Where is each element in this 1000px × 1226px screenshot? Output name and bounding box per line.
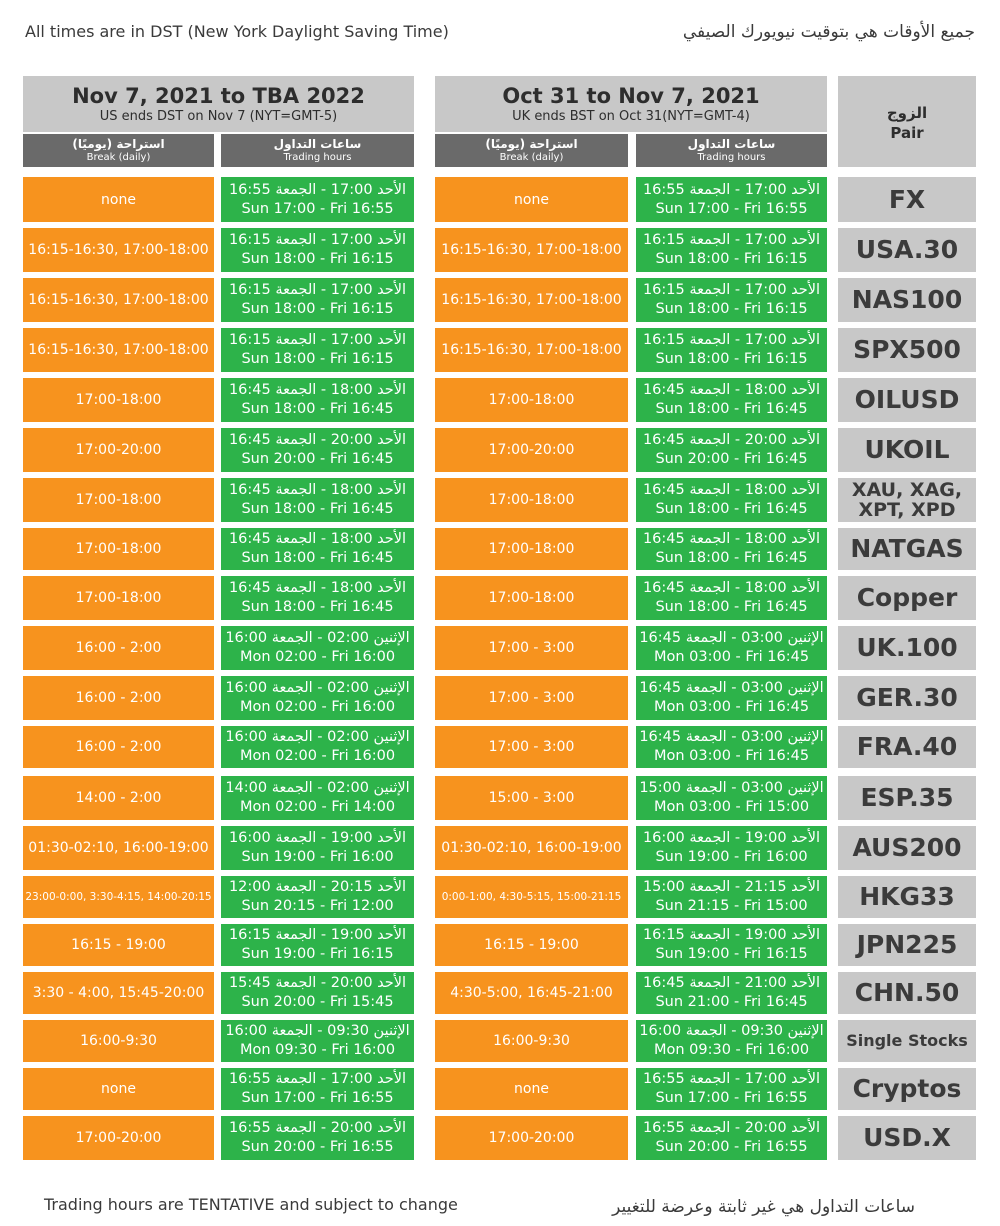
trading-english: Sun 19:00 - Fri 16:15 [655, 946, 808, 962]
trading-cell-nov [221, 726, 414, 768]
trading-cell-oct [636, 1020, 827, 1062]
trading-cell-oct [636, 528, 827, 570]
break-cell-nov: none [23, 177, 214, 222]
trading-english: Sun 21:15 - Fri 15:00 [655, 898, 808, 914]
header-trading-arabic: ساعات التداول [273, 137, 362, 151]
table-row [0, 876, 1000, 918]
trading-arabic: الأحد 20:00 - الجمعة 16:45 [228, 432, 407, 448]
trading-arabic: الأحد 18:00 - الجمعة 16:45 [642, 382, 821, 398]
header-break-arabic: استراحة (يوميًا) [485, 137, 578, 151]
table-row [0, 676, 1000, 720]
trading-cell-oct [636, 726, 827, 768]
trading-arabic: الأحد 19:00 - الجمعة 16:00 [642, 830, 821, 846]
break-cell-nov: 16:15-16:30, 17:00-18:00 [23, 278, 214, 322]
pair-cell: OILUSD [838, 378, 976, 422]
pair-cell: FRA.40 [838, 726, 976, 768]
table-row [0, 378, 1000, 422]
trading-cell-oct [636, 1068, 827, 1110]
header-pair-arabic: الزوج [886, 104, 928, 122]
header-break-nov [23, 134, 214, 167]
trading-cell-nov [221, 924, 414, 966]
trading-arabic: الإثنين 02:00 - الجمعة 14:00 [225, 780, 410, 796]
break-cell-oct: 16:15-16:30, 17:00-18:00 [435, 228, 628, 272]
trading-cell-oct [636, 972, 827, 1014]
trading-arabic: الأحد 18:00 - الجمعة 16:45 [228, 531, 407, 547]
trading-english: Sun 20:00 - Fri 16:55 [655, 1139, 808, 1155]
trading-english: Sun 18:00 - Fri 16:45 [241, 501, 394, 517]
header-period-nov [23, 76, 414, 132]
break-cell-nov: none [23, 1068, 214, 1110]
header-period-nov-subtitle: US ends DST on Nov 7 (NYT=GMT-5) [99, 109, 338, 124]
header-break-arabic: استراحة (يوميًا) [72, 137, 165, 151]
trading-english: Sun 18:00 - Fri 16:45 [655, 501, 808, 517]
trading-cell-oct [636, 826, 827, 870]
header-break-english: Break (daily) [499, 152, 564, 163]
trading-english: Sun 20:00 - Fri 16:45 [655, 451, 808, 467]
trading-cell-nov [221, 228, 414, 272]
trading-cell-oct [636, 177, 827, 222]
trading-cell-nov [221, 328, 414, 372]
trading-english: Mon 02:00 - Fri 16:00 [239, 748, 396, 764]
trading-english: Mon 02:00 - Fri 16:00 [239, 649, 396, 665]
trading-english: Sun 18:00 - Fri 16:45 [241, 599, 394, 615]
pair-cell: UK.100 [838, 626, 976, 670]
trading-english: Sun 20:00 - Fri 16:55 [241, 1139, 394, 1155]
break-cell-oct: 17:00 - 3:00 [435, 626, 628, 670]
pair-cell: FX [838, 177, 976, 222]
trading-cell-oct [636, 576, 827, 620]
trading-cell-oct [636, 228, 827, 272]
trading-arabic: الأحد 20:00 - الجمعة 16:45 [642, 432, 821, 448]
break-cell-oct: 0:00-1:00, 4:30-5:15, 15:00-21:15 [435, 876, 628, 918]
trading-english: Sun 19:00 - Fri 16:15 [241, 946, 394, 962]
trading-cell-nov [221, 576, 414, 620]
table-row [0, 972, 1000, 1014]
trading-cell-oct [636, 776, 827, 820]
pair-cell: Single Stocks [838, 1020, 976, 1062]
trading-cell-oct [636, 278, 827, 322]
table-row [0, 328, 1000, 372]
trading-english: Mon 03:00 - Fri 16:45 [653, 699, 810, 715]
trading-cell-oct [636, 1116, 827, 1160]
trading-cell-nov [221, 1068, 414, 1110]
table-row [0, 826, 1000, 870]
trading-arabic: الأحد 18:00 - الجمعة 16:45 [228, 382, 407, 398]
trading-english: Sun 20:15 - Fri 12:00 [241, 898, 394, 914]
break-cell-nov: 17:00-18:00 [23, 528, 214, 570]
break-cell-nov: 17:00-20:00 [23, 1116, 214, 1160]
break-cell-oct: 17:00-18:00 [435, 478, 628, 522]
trading-cell-nov [221, 626, 414, 670]
header-trading-oct [636, 134, 827, 167]
trading-arabic: الأحد 17:00 - الجمعة 16:15 [228, 232, 407, 248]
trading-arabic: الأحد 18:00 - الجمعة 16:45 [228, 580, 407, 596]
header-break-english: Break (daily) [86, 152, 151, 163]
table-row [0, 177, 1000, 222]
trading-cell-nov [221, 676, 414, 720]
break-cell-oct: 16:15-16:30, 17:00-18:00 [435, 328, 628, 372]
trading-english: Sun 21:00 - Fri 16:45 [655, 994, 808, 1010]
trading-arabic: الأحد 18:00 - الجمعة 16:45 [642, 531, 821, 547]
trading-arabic: الأحد 20:15 - الجمعة 12:00 [228, 879, 407, 895]
trading-arabic: الأحد 21:00 - الجمعة 16:45 [642, 975, 821, 991]
pair-cell: HKG33 [838, 876, 976, 918]
pair-cell: USD.X [838, 1116, 976, 1160]
pair-cell: XAU, XAG, XPT, XPD [838, 478, 976, 522]
trading-cell-nov [221, 776, 414, 820]
break-cell-oct: 16:15 - 19:00 [435, 924, 628, 966]
trading-arabic: الإثنين 03:00 - الجمعة 16:45 [639, 729, 824, 745]
header-pair [838, 76, 976, 167]
break-cell-nov: 3:30 - 4:00, 15:45-20:00 [23, 972, 214, 1014]
trading-arabic: الإثنين 03:00 - الجمعة 16:45 [639, 680, 824, 696]
trading-cell-nov [221, 278, 414, 322]
header-trading-english: Trading hours [697, 152, 766, 163]
trading-english: Sun 19:00 - Fri 16:00 [655, 849, 808, 865]
trading-arabic: الأحد 20:00 - الجمعة 15:45 [228, 975, 407, 991]
trading-english: Sun 18:00 - Fri 16:45 [655, 401, 808, 417]
table-row [0, 528, 1000, 570]
trading-cell-oct [636, 428, 827, 472]
header-period-oct-title: Oct 31 to Nov 7, 2021 [502, 84, 760, 108]
tentative-note-arabic: ساعات التداول هي غير ثابتة وعرضة للتغيير [612, 1197, 915, 1217]
trading-arabic: الإثنين 02:00 - الجمعة 16:00 [225, 729, 410, 745]
trading-english: Sun 18:00 - Fri 16:45 [241, 550, 394, 566]
table-row [0, 478, 1000, 522]
table-row [0, 228, 1000, 272]
break-cell-oct: 17:00-18:00 [435, 528, 628, 570]
break-cell-nov: 17:00-18:00 [23, 576, 214, 620]
trading-arabic: الأحد 17:00 - الجمعة 16:15 [642, 332, 821, 348]
break-cell-nov: 16:00 - 2:00 [23, 676, 214, 720]
pair-cell: Cryptos [838, 1068, 976, 1110]
dst-note-english: All times are in DST (New York Daylight Saving Time) [25, 22, 449, 41]
header-period-nov-title: Nov 7, 2021 to TBA 2022 [72, 84, 365, 108]
pair-cell: SPX500 [838, 328, 976, 372]
trading-english: Mon 03:00 - Fri 16:45 [653, 649, 810, 665]
trading-arabic: الإثنين 03:00 - الجمعة 16:45 [639, 630, 824, 646]
trading-english: Sun 17:00 - Fri 16:55 [241, 200, 394, 217]
break-cell-nov: 14:00 - 2:00 [23, 776, 214, 820]
trading-english: Mon 02:00 - Fri 14:00 [239, 799, 396, 815]
break-cell-oct: none [435, 1068, 628, 1110]
trading-arabic: الأحد 17:00 - الجمعة 16:15 [228, 332, 407, 348]
break-cell-nov: 16:00 - 2:00 [23, 626, 214, 670]
break-cell-oct: 17:00-20:00 [435, 428, 628, 472]
trading-english: Sun 18:00 - Fri 16:15 [241, 251, 394, 267]
break-cell-nov: 23:00-0:00, 3:30-4:15, 14:00-20:15 [23, 876, 214, 918]
pair-cell: USA.30 [838, 228, 976, 272]
trading-english: Sun 18:00 - Fri 16:45 [241, 401, 394, 417]
trading-english: Sun 20:00 - Fri 15:45 [241, 994, 394, 1010]
trading-english: Sun 18:00 - Fri 16:45 [655, 599, 808, 615]
break-cell-oct: 17:00-20:00 [435, 1116, 628, 1160]
break-cell-nov: 17:00-18:00 [23, 378, 214, 422]
break-cell-nov: 16:15 - 19:00 [23, 924, 214, 966]
trading-cell-nov [221, 378, 414, 422]
trading-cell-oct [636, 924, 827, 966]
break-cell-oct: 17:00 - 3:00 [435, 726, 628, 768]
trading-english: Mon 09:30 - Fri 16:00 [653, 1042, 810, 1058]
trading-arabic: الأحد 17:00 - الجمعة 16:55 [228, 181, 407, 198]
pair-cell: UKOIL [838, 428, 976, 472]
trading-arabic: الإثنين 03:00 - الجمعة 15:00 [639, 780, 824, 796]
trading-english: Sun 17:00 - Fri 16:55 [241, 1090, 394, 1106]
trading-english: Sun 19:00 - Fri 16:00 [241, 849, 394, 865]
trading-english: Sun 18:00 - Fri 16:15 [655, 301, 808, 317]
tentative-note-english: Trading hours are TENTATIVE and subject to change [44, 1195, 458, 1214]
pair-cell: Copper [838, 576, 976, 620]
break-cell-nov: 17:00-20:00 [23, 428, 214, 472]
table-row [0, 776, 1000, 820]
break-cell-oct: 01:30-02:10, 16:00-19:00 [435, 826, 628, 870]
table-row [0, 428, 1000, 472]
trading-cell-nov [221, 528, 414, 570]
trading-english: Sun 17:00 - Fri 16:55 [655, 1090, 808, 1106]
pair-cell: GER.30 [838, 676, 976, 720]
break-cell-oct: 4:30-5:00, 16:45-21:00 [435, 972, 628, 1014]
table-row [0, 576, 1000, 620]
table-row [0, 278, 1000, 322]
break-cell-nov: 16:00-9:30 [23, 1020, 214, 1062]
pair-cell: JPN225 [838, 924, 976, 966]
header-period-oct-subtitle: UK ends BST on Oct 31(NYT=GMT-4) [512, 109, 750, 124]
break-cell-nov: 16:00 - 2:00 [23, 726, 214, 768]
break-cell-oct: 17:00 - 3:00 [435, 676, 628, 720]
break-cell-oct: 16:15-16:30, 17:00-18:00 [435, 278, 628, 322]
break-cell-oct: 17:00-18:00 [435, 576, 628, 620]
trading-english: Sun 17:00 - Fri 16:55 [655, 200, 808, 217]
break-cell-oct: 16:00-9:30 [435, 1020, 628, 1062]
trading-cell-oct [636, 378, 827, 422]
header-break-oct [435, 134, 628, 167]
trading-cell-nov [221, 972, 414, 1014]
trading-arabic: الأحد 20:00 - الجمعة 16:55 [228, 1120, 407, 1136]
table-row [0, 924, 1000, 966]
trading-cell-nov [221, 478, 414, 522]
break-cell-nov: 16:15-16:30, 17:00-18:00 [23, 328, 214, 372]
pair-cell: CHN.50 [838, 972, 976, 1014]
table-row [0, 626, 1000, 670]
trading-english: Mon 09:30 - Fri 16:00 [239, 1042, 396, 1058]
trading-arabic: الأحد 17:00 - الجمعة 16:55 [642, 1071, 821, 1087]
trading-english: Sun 18:00 - Fri 16:15 [241, 351, 394, 367]
trading-english: Sun 18:00 - Fri 16:15 [241, 301, 394, 317]
trading-arabic: الأحد 17:00 - الجمعة 16:15 [642, 232, 821, 248]
table-row [0, 1116, 1000, 1160]
trading-arabic: الأحد 19:00 - الجمعة 16:00 [228, 830, 407, 846]
break-cell-nov: 16:15-16:30, 17:00-18:00 [23, 228, 214, 272]
trading-arabic: الأحد 20:00 - الجمعة 16:55 [642, 1120, 821, 1136]
trading-arabic: الأحد 18:00 - الجمعة 16:45 [642, 580, 821, 596]
trading-arabic: الأحد 19:00 - الجمعة 16:15 [642, 927, 821, 943]
pair-cell: ESP.35 [838, 776, 976, 820]
trading-cell-nov [221, 826, 414, 870]
trading-arabic: الأحد 17:00 - الجمعة 16:15 [228, 282, 407, 298]
trading-english: Sun 18:00 - Fri 16:15 [655, 251, 808, 267]
header-pair-english: Pair [890, 124, 924, 142]
trading-english: Mon 02:00 - Fri 16:00 [239, 699, 396, 715]
trading-arabic: الأحد 17:00 - الجمعة 16:55 [228, 1071, 407, 1087]
table-row [0, 726, 1000, 768]
dst-note-arabic: جميع الأوقات هي بتوقيت نيويورك الصيفي [682, 22, 975, 42]
trading-arabic: الإثنين 02:00 - الجمعة 16:00 [225, 630, 410, 646]
trading-english: Sun 18:00 - Fri 16:45 [655, 550, 808, 566]
trading-arabic: الإثنين 09:30 - الجمعة 16:00 [225, 1023, 410, 1039]
trading-cell-nov [221, 1020, 414, 1062]
pair-cell: AUS200 [838, 826, 976, 870]
trading-arabic: الإثنين 09:30 - الجمعة 16:00 [639, 1023, 824, 1039]
trading-cell-nov [221, 876, 414, 918]
trading-english: Mon 03:00 - Fri 16:45 [653, 748, 810, 764]
table-row [0, 1020, 1000, 1062]
trading-cell-nov [221, 177, 414, 222]
break-cell-oct: 15:00 - 3:00 [435, 776, 628, 820]
trading-cell-nov [221, 428, 414, 472]
trading-arabic: الأحد 21:15 - الجمعة 15:00 [642, 879, 821, 895]
pair-cell: NAS100 [838, 278, 976, 322]
trading-english: Sun 18:00 - Fri 16:15 [655, 351, 808, 367]
trading-cell-oct [636, 876, 827, 918]
pair-cell: NATGAS [838, 528, 976, 570]
break-cell-oct: 17:00-18:00 [435, 378, 628, 422]
trading-arabic: الأحد 17:00 - الجمعة 16:55 [642, 181, 821, 198]
trading-arabic: الإثنين 02:00 - الجمعة 16:00 [225, 680, 410, 696]
break-cell-nov: 17:00-18:00 [23, 478, 214, 522]
header-trading-arabic: ساعات التداول [687, 137, 776, 151]
trading-cell-oct [636, 676, 827, 720]
trading-cell-oct [636, 478, 827, 522]
trading-arabic: الأحد 18:00 - الجمعة 16:45 [642, 482, 821, 498]
trading-cell-nov [221, 1116, 414, 1160]
trading-arabic: الأحد 18:00 - الجمعة 16:45 [228, 482, 407, 498]
break-cell-nov: 01:30-02:10, 16:00-19:00 [23, 826, 214, 870]
trading-arabic: الأحد 19:00 - الجمعة 16:15 [228, 927, 407, 943]
header-period-oct [435, 76, 827, 132]
header-trading-english: Trading hours [283, 152, 352, 163]
break-cell-oct: none [435, 177, 628, 222]
trading-english: Mon 03:00 - Fri 15:00 [653, 799, 810, 815]
trading-arabic: الأحد 17:00 - الجمعة 16:15 [642, 282, 821, 298]
header-trading-nov [221, 134, 414, 167]
trading-cell-oct [636, 626, 827, 670]
trading-english: Sun 20:00 - Fri 16:45 [241, 451, 394, 467]
trading-cell-oct [636, 328, 827, 372]
table-row [0, 1068, 1000, 1110]
